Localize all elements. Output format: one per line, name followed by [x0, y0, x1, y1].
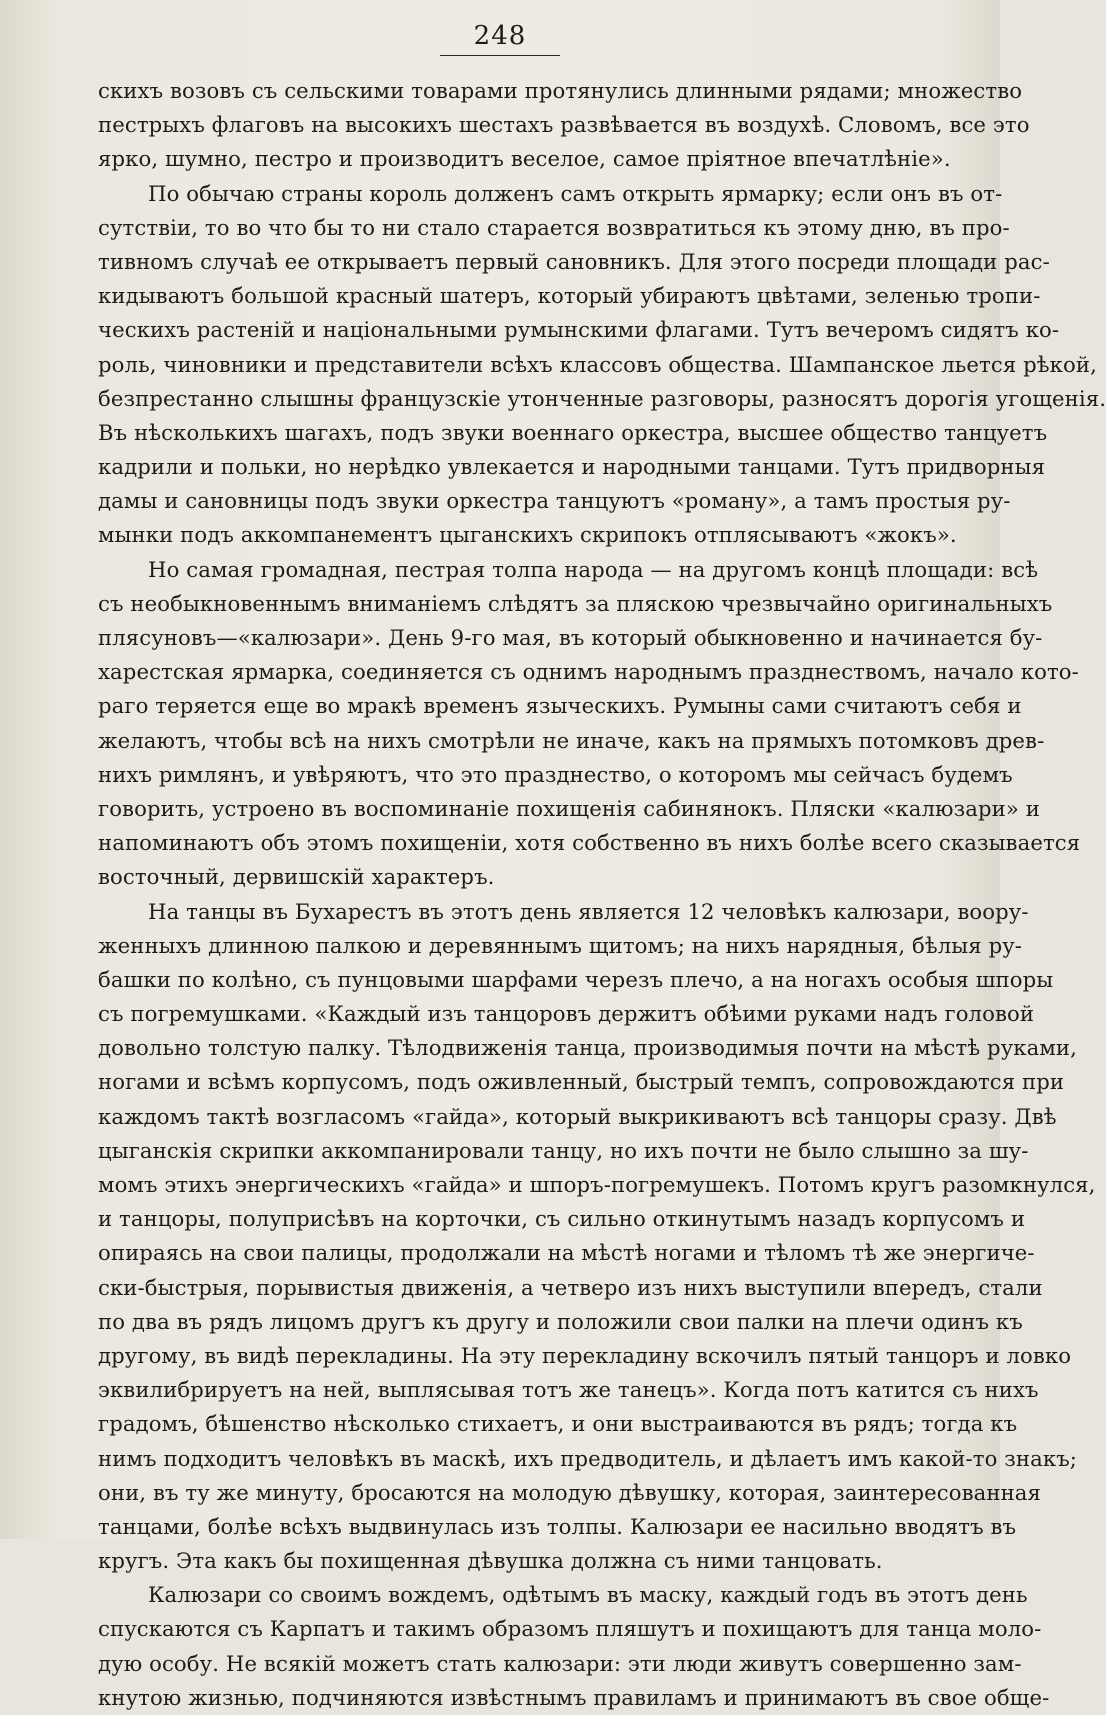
text-line: Но самая громадная, пестрая толпа народа — на другомъ концѣ площади: всѣ [148, 556, 1039, 582]
text-line: мынки подъ аккомпанементъ цыганскихъ скрипокъ отплясываютъ «жокъ». [98, 522, 957, 548]
body-text [98, 74, 1106, 1715]
text-line: и танцоры, полуприсѣвъ на корточки, съ сильно откинутымъ назадъ корпусомъ и [98, 1206, 1026, 1232]
page-number: 248 [440, 22, 561, 56]
text-line: сутствіи, то во что бы то ни стало старается возвратиться къ этому дню, въ про- [98, 214, 1010, 240]
text-line: другому, въ видѣ перекладины. На эту перекладину вскочилъ пятый танцоръ и ловко [98, 1342, 1072, 1368]
text-line: опираясь на свои палицы, продолжали на мѣстѣ ногами и тѣломъ тѣ же энергиче- [98, 1240, 1035, 1266]
text-line: градомъ, бѣшенство нѣсколько стихаетъ, и они выстраиваются въ рядъ; тогда къ [98, 1411, 1018, 1437]
text-line: Въ нѣсколькихъ шагахъ, подъ звуки военнаго оркестра, высшее общество танцуетъ [98, 419, 1048, 445]
text-line: тивномъ случаѣ ее открываетъ первый сановникъ. Для этого посреди площади рас- [98, 248, 1050, 274]
text-line: нихъ римлянъ, и увѣряютъ, что это празднество, о которомъ мы сейчасъ будемъ [98, 761, 1013, 787]
text-line: они, въ ту же минуту, бросаются на молодую дѣвушку, которая, заинтересованная [98, 1479, 1042, 1505]
text-line: ногами и всѣмъ корпусомъ, подъ оживленный, быстрый темпъ, сопровождаются при [98, 1069, 1065, 1095]
text-line: ческихъ растеній и національными румынскими флагами. Тутъ вечеромъ сидятъ ко- [98, 317, 1060, 343]
text-line: цыганскія скрипки аккомпанировали танцу, но ихъ почти не было слышно за шу- [98, 1137, 1029, 1163]
text-line: безпрестанно слышны французскіе утонченные разговоры, разносятъ дорогія угощенія. [98, 385, 1106, 411]
text-line: нимъ подходитъ человѣкъ въ маскѣ, ихъ предводитель, и дѣлаетъ имъ какой-то знакъ; [98, 1445, 1078, 1471]
text-line: кидываютъ большой красный шатеръ, который убираютъ цвѣтами, зеленью тропи- [98, 283, 1041, 309]
text-line: спускаются съ Карпатъ и такимъ образомъ пляшутъ и похищаютъ для танца моло- [98, 1616, 1042, 1642]
text-line: харестская ярмарка, соединяется съ однимъ народнымъ празднествомъ, начало кото- [98, 659, 1079, 685]
text-line: желаютъ, чтобы всѣ на нихъ смотрѣли не иначе, какъ на прямыхъ потомковъ древ- [98, 727, 1045, 753]
text-line: раго теряется еще во мракѣ временъ языческихъ. Румыны сами считаютъ себя и [98, 693, 1022, 719]
text-line: съ необыкновеннымъ вниманіемъ слѣдятъ за пляскою чрезвычайно оригинальныхъ [98, 590, 1053, 616]
text-line: съ погремушками. «Каждый изъ танцоровъ держитъ обѣими руками надъ головой [98, 1001, 1035, 1027]
text-line: напоминаютъ объ этомъ похищеніи, хотя собственно въ нихъ болѣе всего сказывается [98, 830, 1081, 856]
text-line: эквилибрируетъ на ней, выплясывая тотъ же танецъ». Когда потъ катится съ нихъ [98, 1377, 1039, 1403]
text-line: кадрили и польки, но нерѣдко увлекается и народными танцами. Тутъ придворныя [98, 454, 1046, 480]
text-line: пестрыхъ флаговъ на высокихъ шестахъ развѣвается въ воздухѣ. Словомъ, все это [98, 112, 1030, 138]
text-line: каждомъ тактѣ возгласомъ «гайда», который выкрикиваютъ всѣ танцоры сразу. Двѣ [98, 1103, 1057, 1129]
page-header [0, 22, 1000, 56]
text-line: момъ этихъ энергическихъ «гайда» и шпоръ-погремушекъ. Потомъ кругъ разомкнулся, [98, 1172, 1096, 1197]
text-line: дамы и сановницы подъ звуки оркестра танцуютъ «роману», а тамъ простыя ру- [98, 488, 1011, 514]
text-line: плясуновъ—«калюзари». День 9-го мая, въ который обыкновенно и начинается бу- [98, 625, 1043, 650]
text-line: скихъ возовъ съ сельскими товарами протянулись длинными рядами; множество [98, 78, 1023, 103]
text-line: восточный, дервишскій характеръ. [98, 864, 495, 890]
text-line: женныхъ длинною палкою и деревяннымъ щитомъ; на нихъ нарядныя, бѣлыя ру- [98, 932, 1023, 958]
text-line: довольно толстую палку. Тѣлодвиженія танца, производимыя почти на мѣстѣ руками, [98, 1035, 1077, 1061]
text-line: ски-быстрыя, порывистыя движенія, а четверо изъ нихъ выступили впередъ, стали [98, 1274, 1043, 1300]
text-line: говорить, устроено въ воспоминаніе похищенія сабинянокъ. Пляски «калюзари» и [98, 795, 1040, 821]
text-line: роль, чиновники и представители всѣхъ классовъ общества. Шампанское льется рѣкой, [98, 351, 1097, 377]
text-line: Калюзари со своимъ вождемъ, одѣтымъ въ маску, каждый годъ въ этотъ день [148, 1582, 1028, 1608]
text-line: дую особу. Не всякій можетъ стать калюзари: эти люди живутъ совершенно зам- [98, 1650, 1022, 1676]
text-line: кнутою жизнью, подчиняются извѣстнымъ правиламъ и принимаютъ въ свое обще- [98, 1684, 1050, 1710]
text-line: кругъ. Эта какъ бы похищенная дѣвушка должна съ ними танцовать. [98, 1548, 883, 1574]
text-line: По обычаю страны король долженъ самъ открыть ярмарку; если онъ въ от- [148, 180, 1003, 206]
text-line: На танцы въ Бухарестъ въ этотъ день является 12 человѣкъ калюзари, воору- [148, 898, 1029, 924]
text-line: башки по колѣно, съ пунцовыми шарфами черезъ плечо, а на ногахъ особыя шпоры [98, 966, 1054, 992]
text-line: танцами, болѣе всѣхъ выдвинулась изъ толпы. Калюзари ее насильно вводятъ въ [98, 1513, 1017, 1539]
text-line: по два въ рядъ лицомъ другъ къ другу и положили свои палки на плечи одинъ къ [98, 1308, 1023, 1334]
text-line: ярко, шумно, пестро и производитъ веселое, самое пріятное впечатлѣніе». [98, 146, 951, 172]
